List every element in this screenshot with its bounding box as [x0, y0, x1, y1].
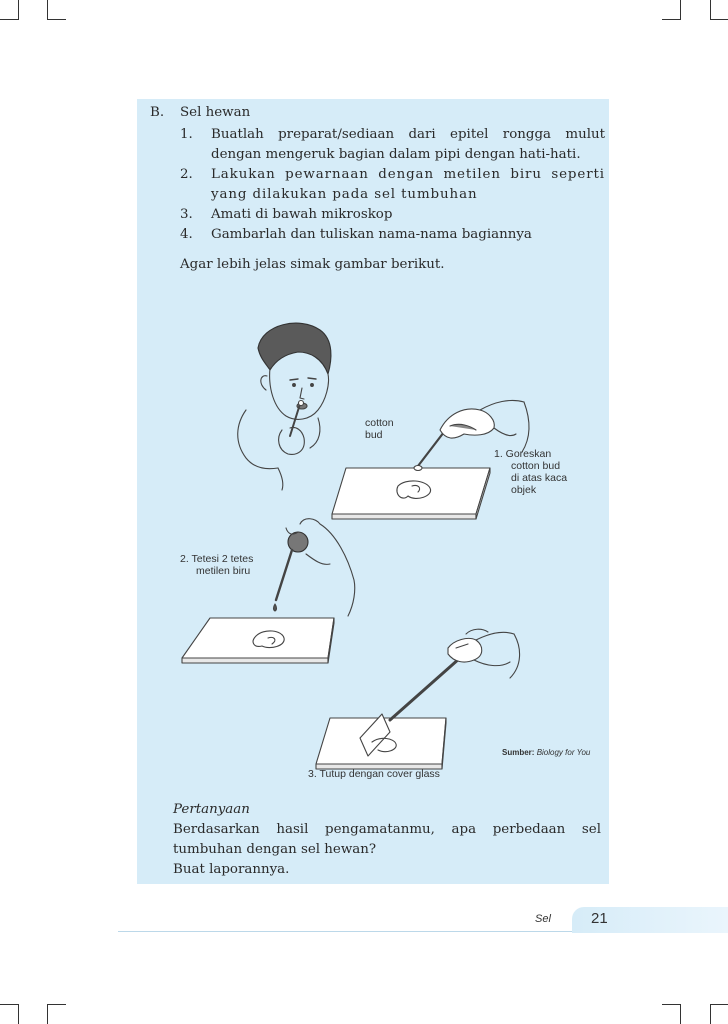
cotton-label-line2: bud [365, 429, 383, 441]
step-number: 1. [180, 127, 193, 142]
step1-label-line2: cotton bud [511, 460, 561, 472]
step2-label-line2: metilen biru [196, 565, 251, 577]
chapter-name: Sel [535, 913, 551, 925]
step-text: Gambarlah dan tuliskan nama-nama bagiannya [211, 227, 532, 242]
figure-intro: Agar lebih jelas simak gambar berikut. [180, 257, 445, 272]
question-title: Pertanyaan [173, 802, 250, 817]
section-heading [150, 103, 605, 123]
step-number: 3. [180, 207, 193, 222]
step-number: 4. [180, 227, 193, 242]
section-title: Sel hewan [180, 105, 251, 120]
cotton-label-line1: cotton [365, 417, 394, 429]
list-item [180, 125, 605, 165]
step-text: Lakukan pewarnaan dengan metilen biru seperti yang dilakukan pada sel tumbuhan [211, 167, 605, 202]
section-animal-cell [150, 103, 605, 275]
source-label: Sumber: [502, 748, 535, 757]
step1-label-line3: di atas kaca [511, 472, 568, 484]
question-body: Berdasarkan hasil pengamatanmu, apa perbedaan sel tumbuhan dengan sel hewan? [173, 822, 601, 857]
list-item [180, 225, 605, 245]
step1-label-line1: 1. Goreskan [494, 448, 552, 460]
question-block [173, 800, 601, 880]
step1-label-line4: objek [511, 484, 537, 496]
boy-swabbing-cheek [238, 323, 331, 490]
source-text: Biology for You [536, 748, 591, 757]
figure-source [502, 748, 590, 757]
step3-label: 3. Tutup dengan cover glass [308, 768, 440, 780]
page-number: 21 [591, 910, 608, 927]
step-text: Buatlah preparat/sediaan dari epitel rongga mulut dengan mengeruk bagian dalam pipi dengan hati-hati. [211, 127, 605, 162]
section-letter: B. [150, 105, 165, 120]
slide-stain-step [182, 519, 355, 663]
step-number: 2. [180, 167, 193, 182]
step-text: Amati di bawah mikroskop [211, 207, 393, 222]
procedure-illustration [150, 318, 605, 788]
question-task: Buat laporannya. [173, 862, 290, 877]
slide-cover-step [316, 629, 520, 769]
step2-label-line1: 2. Tetesi 2 tetes [180, 553, 254, 565]
list-item [180, 205, 605, 225]
steps-list [180, 125, 605, 245]
list-item [180, 165, 605, 205]
